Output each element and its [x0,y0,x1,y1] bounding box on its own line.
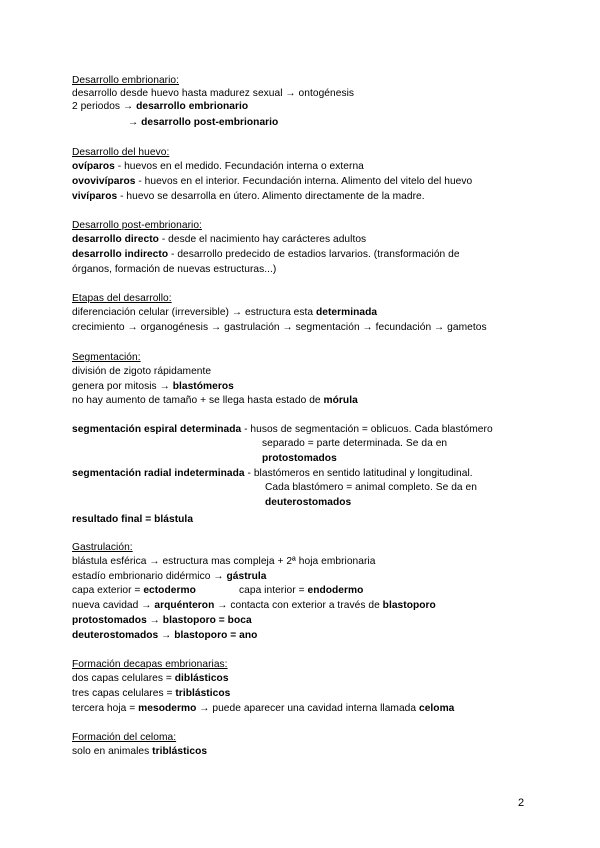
text-line: desarrollo desde huevo hasta madurez sexual → ontogénesis [72,88,355,99]
heading-etapas-del-desarrollo: Etapas del desarrollo: [72,293,172,304]
text-line: 2 periodos → desarrollo embrionario [72,101,249,112]
heading-segmentacion: Segmentación: [72,352,141,363]
heading-gastrulacion: Gastrulación: [72,542,133,553]
heading-desarrollo-embrionario: Desarrollo embrionario: [72,75,180,86]
text-line: tres capas celulares = triblásticos [72,688,231,699]
text-line: genera por mitosis → blastómeros [72,381,234,392]
text-line: diferenciación celular (irreversible) → estructura esta determinada [72,307,378,318]
heading-formacion-celoma: Formación del celoma: [72,732,177,743]
text-line: blástula esférica → estructura mas compleja + 2ª hoja embrionaria [72,556,376,567]
text-line: segmentación espiral determinada - husos de segmentación = oblicuos. Cada blastómero [72,424,493,435]
text-line: resultado final = blástula [72,514,194,525]
text-line: no hay aumento de tamaño + se llega hasta estado de mórula [72,395,358,406]
text-line: protostomados → blastoporo = boca [72,615,252,626]
text-line: separado = parte determinada. Se da en [262,438,448,449]
page-number: 2 [518,797,525,809]
text-line: nueva cavidad → arquénteron → contacta con exterior a través de blastoporo [72,600,436,611]
text-line: deuterostomados [265,497,352,508]
text-line: capa interior = endodermo [239,585,364,596]
text-line: crecimiento → organogénesis → gastrulación → segmentación → fecundación → gametos [72,322,487,333]
text-line: división de zigoto rápidamente [72,366,212,377]
text-line: órganos, formación de nuevas estructuras...) [72,264,277,275]
text-line: solo en animales triblásticos [72,746,208,757]
heading-desarrollo-del-huevo: Desarrollo del huevo: [72,147,170,158]
text-line: deuterostomados → blastoporo = ano [72,630,258,641]
heading-desarrollo-post-embrionario: Desarrollo post-embrionario: [72,220,202,231]
text-line: desarrollo indirecto - desarrollo predecido de estadios larvarios. (transformación de [72,249,460,260]
text-line: capa exterior = ectodermo [72,585,196,596]
text-line: ovovivíparos - huevos en el interior. Fecundación interna. Alimento del vitelo del huevo [72,176,473,187]
text-line: protostomados [262,453,337,464]
text-line: dos capas celulares = diblásticos [72,673,229,684]
heading-formacion-capas: Formación decapas embrionarias: [72,659,228,670]
text-line: ovíparos - huevos en el medido. Fecundación interna o externa [72,161,364,172]
text-line: vivíparos - huevo se desarrolla en útero. Alimento directamente de la madre. [72,191,425,202]
text-line: → desarrollo post-embrionario [128,117,279,128]
text-line: segmentación radial indeterminada - blastómeros en sentido latitudinal y longitudinal. [72,468,473,479]
text-line: estadío embrionario didérmico → gástrula [72,571,267,582]
text-line: Cada blastómero = animal completo. Se da en [265,482,477,493]
text-line: desarrollo directo - desde el nacimiento hay carácteres adultos [72,234,367,245]
text-line: tercera hoja = mesodermo → puede aparecer una cavidad interna llamada celoma [72,703,455,714]
